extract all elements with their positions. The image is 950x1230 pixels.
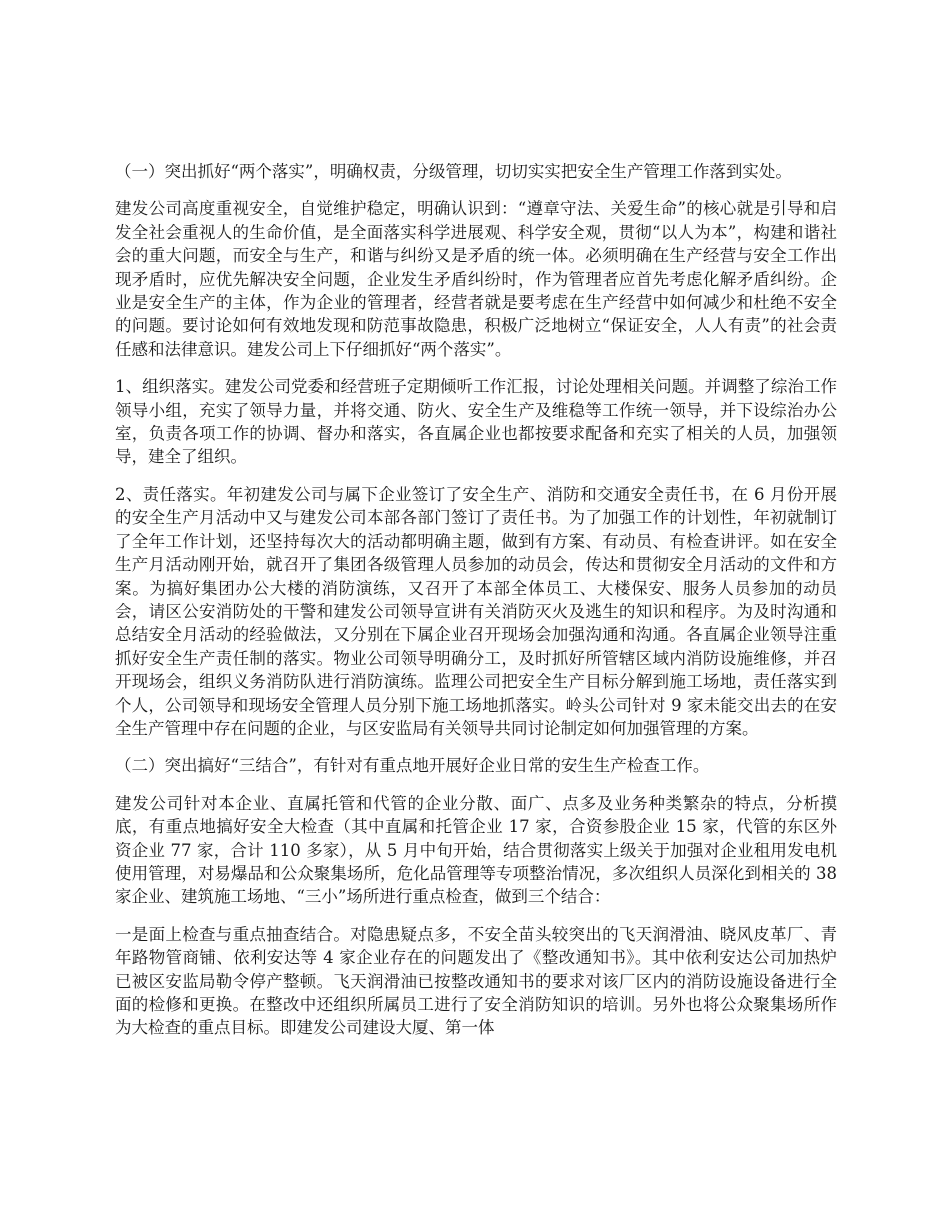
paragraph-organization: 1、组织落实。建发公司党委和经营班子定期倾听工作汇报，讨论处理相关问题。并调整了综治工作领导小组，充实了领导力量，并将交通、防火、安全生产及维稳等工作统一领导，并下设综治办公室，负责各项工作的协调、督办和落实，各直属企业也都按要求配备和充实了相关的人员，加强领导，建全了组织。 xyxy=(115,377,837,467)
section-heading-2: （二）突出搞好“三结合”，有针对有重点地开展好企业日常的安生生产检查工作。 xyxy=(115,756,710,776)
section-heading-1: （一）突出抓好“两个落实”，明确权责，分级管理，切切实实把安全生产管理工作落到实处。 xyxy=(115,162,792,181)
paragraph-intro: 建发公司高度重视安全，自觉维护稳定，明确认识到：“遵章守法、关爱生命”的核心就是引导和启发全社会重视人的生命价值，是全面落实科学进展观、科学安全观，贯彻“以人为本”，构建和谐社会的重大问题，而安全与生产，和谐与纠纷又是矛盾的统一体。必须明确在生产经营与安全工作出现矛盾时，应优先解决安全问题，企业发生矛盾纠纷时，作为管理者应首先考虑化解矛盾纠纷。企业是安全生产的主体，作为企业的管理者，经营者就是要考虑在生产经营中如何减少和杜绝不安全的问题。要讨论如何有效地发现和防范事故隐患，积极广泛地树立“保证安全，人人有责”的社会责任感和法律意识。建发公司上下仔细抓好“两个落实”。 xyxy=(115,199,837,359)
paragraph-spot-check: 一是面上检查与重点抽查结合。对隐患疑点多，不安全苗头较突出的飞天润滑油、晓风皮革厂、青年路物管商铺、依利安达等 4 家企业存在的问题发出了《整改通知书》。其中依利安达公司加热炉已被区安监局勒令停产整顿。飞天润滑油已按整改通知书的要求对该厂区内的消防设施设备进行全面的检修和更换。在整改中还组织所属员工进行了安全消防知识的培训。另外也将公众聚集场所作为大检查的重点目标。即建发公司建设大厦、第一体 xyxy=(115,924,837,1038)
document-body xyxy=(115,160,837,1054)
paragraph-inspection: 建发公司针对本企业、直属托管和代管的企业分散、面广、点多及业务种类繁杂的特点，分析摸底，有重点地搞好安全大检查（其中直属和托管企业 17 家，合资参股企业 15 家，代管的东区外资企业 77 家，合计 110 多家），从 5 月中旬开始，结合贯彻落实上级关于加强对企业租用发电机使用管理，对易爆品和公众聚集场所，危化品管理等专项整治情况，多次组织人员深化到相关的 38 家企业、建筑施工场地、“三小”场所进行重点检查，做到三个结合： xyxy=(115,793,837,907)
paragraph-responsibility: 2、责任落实。年初建发公司与属下企业签订了安全生产、消防和交通安全责任书，在 6 月份开展的安全生产月活动中又与建发公司本部各部门签订了责任书。为了加强工作的计划性，年初就制订了全年工作计划，还坚持每次大的活动都明确主题，做到有方案、有动员、有检查讲评。如在安全生产月活动刚开始，就召开了集团各级管理人员参加的动员会，传达和贯彻安全月活动的文件和方案。为搞好集团办公大楼的消防演练，又召开了本部全体员工、大楼保安、服务人员参加的动员会，请区公安消防处的干警和建发公司领导宣讲有关消防灭火及逃生的知识和程序。为及时沟通和总结安全月活动的经验做法，又分别在下属企业召开现场会加强沟通和沟通。各直属企业领导注重抓好安全生产责任制的落实。物业公司领导明确分工，及时抓好所管辖区域内消防设施维修，并召开现场会，组织义务消防队进行消防演练。监理公司把安全生产目标分解到施工场地，责任落实到个人，公司领导和现场安全管理人员分别下施工场地抓落实。岭头公司针对 9 家未能交出去的在安全生产管理中存在问题的企业，与区安监局有关领导共同讨论制定如何加强管理的方案。 xyxy=(115,484,837,738)
